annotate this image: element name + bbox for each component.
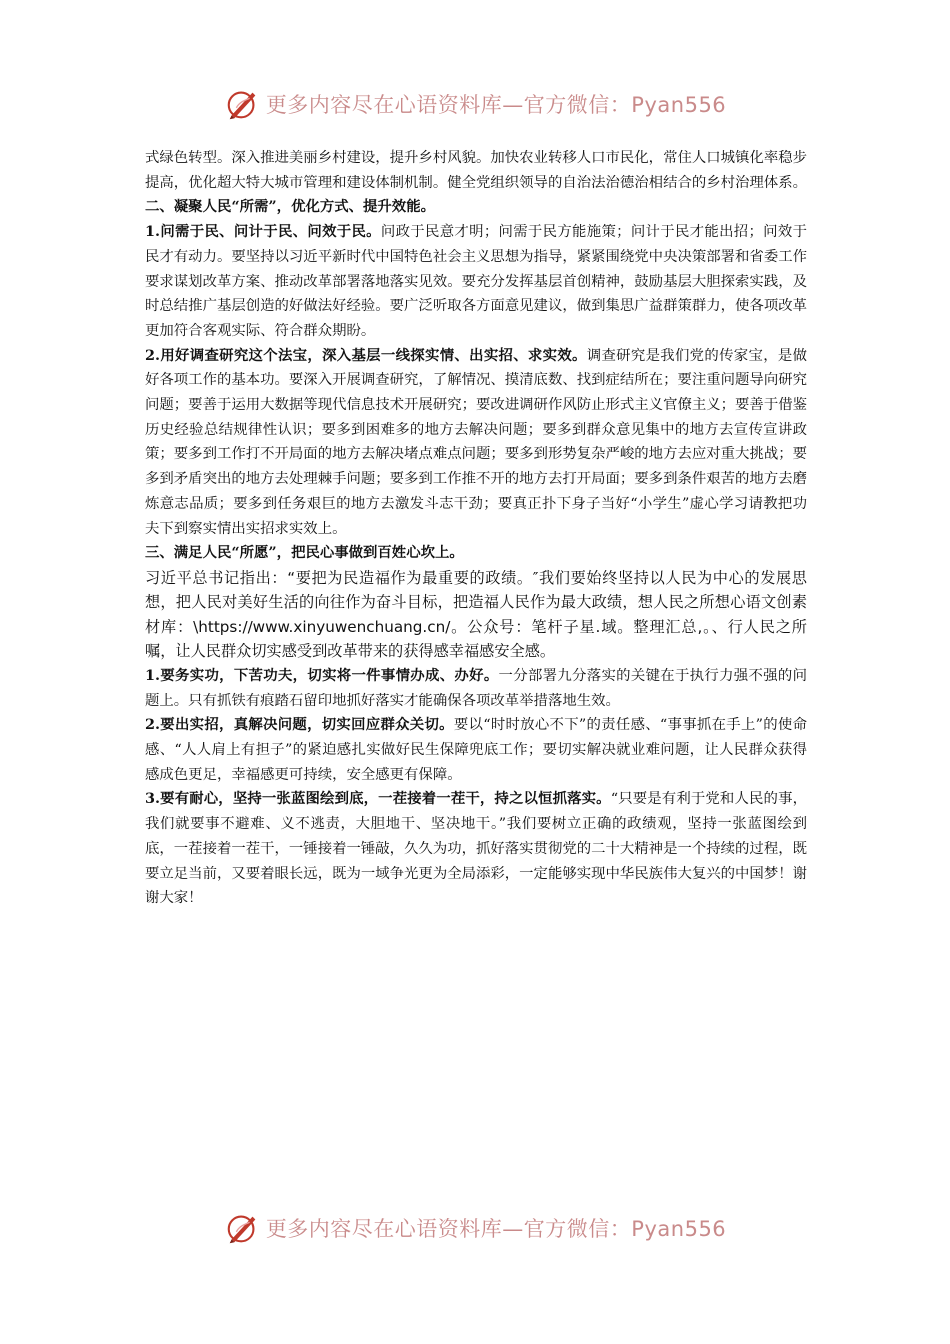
subheading-2-2: 2.用好调查研究这个法宝，深入基层一线探实情、出实招、求实效。	[145, 346, 587, 364]
paragraph-3-3-text: “只要是有利于党和人民的事，我们就要事不避难、义不逃责，大胆地干、坚决地干。”我们要树立正确的政绩观，坚持一张蓝图绘到底，一茬接着一茬干，一锤接着一锤敲，久久为功，抓好落实贯彻党的二十大精神是一个持续的过程，既要立足当前，又要着眼长远，既为一域争光更为全局添彩，一定能够实现中华民族伟大复兴的中国梦！谢谢大家！	[145, 791, 807, 907]
document-body	[145, 146, 807, 911]
paragraph-3-3	[145, 787, 807, 911]
header-banner-text: 更多内容尽在心语资料库—官方微信：Pyan556	[265, 93, 727, 117]
paragraph-3-2-text: 要以“时时放心不下”的责任感、“事事抓在手上”的使命感、“人人肩上有担子”的紧迫感扎实做好民生保障兜底工作；要切实解决就业难问题，让人民群众获得感成色更足，幸福感更可持续，安全感更有保障。	[145, 717, 808, 783]
pen-logo-icon	[224, 1209, 262, 1247]
subheading-3-2: 2.要出实招，真解决问题，切实回应群众关切。	[145, 716, 454, 734]
footer-banner-text: 更多内容尽在心语资料库—官方微信：Pyan556	[265, 1217, 727, 1241]
subheading-3-1: 1.要务实功，下苦功夫，切实将一件事情办成、办好。	[145, 666, 499, 684]
footer-banner	[0, 1208, 950, 1248]
paragraph-3-2	[145, 713, 807, 787]
paragraph-2-1	[145, 220, 807, 344]
subheading-3-3: 3.要有耐心，坚持一张蓝图绘到底，一茬接着一茬干，持之以恒抓落实。	[145, 790, 611, 808]
subheading-2-1: 1.问需于民、问计于民、问效于民。	[145, 223, 381, 241]
paragraph-2-1-text: 问政于民意才明；问需于民方能施策；问计于民才能出招；问效于民才有动力。要坚持以习近平新时代中国特色社会主义思想为指导，紧紧围绕党中央决策部署和省委工作要求谋划改革方案、推动改革部署落地落实见效。要充分发挥基层首创精神，鼓励基层大胆探索实践，及时总结推广基层创造的好做法好经验。要广泛听取各方面意见建议，做到集思广益群策群力，使各项改革更加符合客观实际、符合群众期盼。	[145, 224, 807, 339]
paragraph-3-1-text: 一分部署九分落实的关键在于执行力强不强的问题上。只有抓铁有痕踏石留印地抓好落实才能确保各项改革举措落地生效。	[145, 667, 807, 709]
section-heading-3: 三、满足人民“所愿”，把民心事做到百姓心坎上。	[145, 544, 464, 562]
section-heading-2: 二、凝聚人民“所需”，优化方式、提升效能。	[145, 198, 435, 216]
paragraph-2-2-text: 调查研究是我们党的传家宝，是做好各项工作的基本功。要深入开展调查研究，了解情况、摸清底数、找到症结所在；要注重问题导向研究问题；要善于运用大数据等现代信息技术开展研究；要改进调研作风防止形式主义官僚主义；要善于借鉴历史经验总结规律性认识；要多到困难多的地方去解决问题；要多到群众意见集中的地方去宣传宣讲政策；要多到工作打不开局面的地方去解决堵点难点问题；要多到形势复杂严峻的地方去应对重大挑战；要多到矛盾突出的地方去处理棘手问题；要多到工作推不开的地方去打开局面；要多到条件艰苦的地方去磨炼意志品质；要多到任务艰巨的地方去激发斗志干劲；要真正扑下身子当好“小学生”虚心学习请教把功夫下到察实情出实招求实效上。	[145, 347, 807, 537]
pen-logo-icon	[224, 85, 262, 123]
paragraph-2-2	[145, 344, 807, 542]
paragraph-intro: 式绿色转型。深入推进美丽乡村建设，提升乡村风貌。加快农业转移人口市民化，常住人口城镇化率稳步提高，优化超大特大城市管理和建设体制机制。健全党组织领导的自治法治德治相结合的乡村治理体系。	[145, 150, 807, 191]
paragraph-3-1	[145, 664, 807, 713]
paragraph-quote: 习近平总书记指出：“要把为民造福作为最重要的政绩。″我们要始终坚持以人民为中心的发展思想，把人民对美好生活的向往作为奋斗目标，把造福人民作为最大政绩，想人民之所想心语文创素材库：\https://www.xinyuwenchuang.cn/。公众号：笔杆子星.域。整理汇总,。、行人民之所嘱，让人民群众切实感受到改革带来的获得感幸福感安全感。	[145, 568, 807, 661]
header-banner	[0, 84, 950, 124]
